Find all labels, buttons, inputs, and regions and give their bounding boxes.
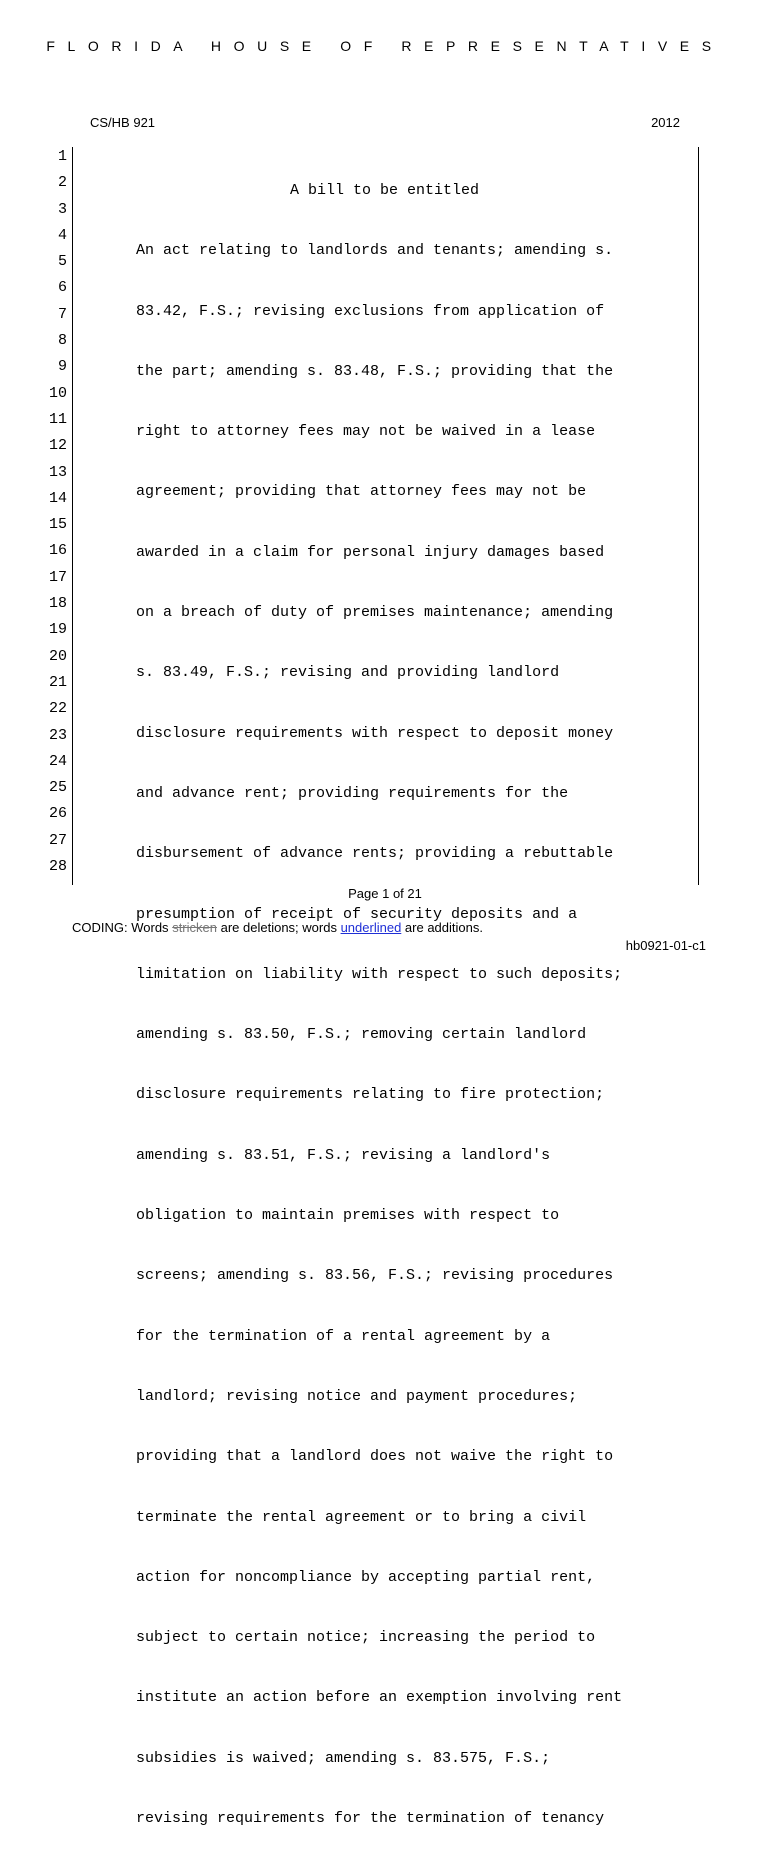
bill-line: amending s. 83.50, F.S.; removing certain landlord [136,1026,587,1044]
page-number: Page 1 of 21 [348,886,422,901]
bill-line: 83.42, F.S.; revising exclusions from application of [136,302,605,320]
line-number: 5 [57,253,67,271]
line-number: 4 [57,226,67,244]
bill-line: for the termination of a rental agreement by a [136,1327,551,1345]
line-number: 14 [48,489,67,507]
coding-prefix: CODING: Words [72,920,169,935]
line-number: 16 [48,542,67,560]
bill-line: disbursement of advance rents; providing a rebuttable [136,845,614,863]
line-number: 13 [48,463,67,481]
bill-line: disclosure requirements with respect to deposit money [136,724,614,742]
line-number: 28 [48,858,67,876]
bill-line: providing that a landlord does not waive the right to [136,1448,614,1466]
bill-line: s. 83.49, F.S.; revising and providing landlord [136,664,560,682]
line-number: 21 [48,673,67,691]
coding-stricken-example: stricken [172,920,217,935]
line-number: 3 [57,200,67,218]
bill-line: presumption of receipt of security deposits and a [136,905,578,923]
bill-line: on a breach of duty of premises maintenance; amending [136,604,614,622]
bill-line: amending s. 83.51, F.S.; revising a landlord's [136,1146,551,1164]
bill-line: right to attorney fees may not be waived in a lease [136,423,596,441]
bill-line: subsidies is waived; amending s. 83.575, F.S.; [136,1749,551,1767]
line-number: 23 [48,726,67,744]
bill-line: action for noncompliance by accepting partial rent, [136,1568,596,1586]
line-number-column [44,147,67,883]
coding-suffix: are additions. [404,920,483,935]
line-number: 17 [48,568,67,586]
bill-title: A bill to be entitled [290,182,480,199]
bill-line: landlord; revising notice and payment procedures; [136,1387,578,1405]
line-number: 12 [48,437,67,455]
line-number: 20 [48,647,67,665]
line-number: 1 [57,148,67,165]
line-number: 10 [48,384,67,402]
bill-line: limitation on liability with respect to such deposits; [136,965,623,983]
bill-line: disclosure requirements relating to fire protection; [136,1086,605,1104]
line-number: 6 [57,279,67,297]
bill-year: 2012 [651,115,680,130]
chamber-header: FLORIDA HOUSE OF REPRESENTATIVES [46,38,724,54]
document-id: hb0921-01-c1 [625,938,706,953]
line-number: 27 [48,831,67,849]
bill-line: awarded in a claim for personal injury damages based [136,543,605,561]
bill-line: the part; amending s. 83.48, F.S.; providing that the [136,362,614,380]
line-number: 7 [57,305,67,323]
bill-line: institute an action before an exemption involving rent [136,1689,623,1707]
line-number: 2 [57,174,67,192]
coding-legend [72,920,483,935]
bill-line: obligation to maintain premises with respect to [136,1207,560,1225]
bill-line: revising requirements for the termination of tenancy [136,1810,605,1828]
line-number: 19 [48,621,67,639]
line-number: 8 [57,332,67,350]
line-number: 26 [48,805,67,823]
bill-line: An act relating to landlords and tenants; amending s. [136,242,614,260]
bill-text [136,147,696,1852]
bill-line: subject to certain notice; increasing the period to [136,1629,596,1647]
bill-id: CS/HB 921 [90,115,156,130]
coding-underlined-example: underlined [340,920,402,935]
bill-line: terminate the rental agreement or to bring a civil [136,1508,587,1526]
left-margin-rule [72,147,73,885]
coding-mid: are deletions; words [220,920,337,935]
right-margin-rule [698,147,699,885]
line-number: 22 [48,700,67,718]
bill-line: screens; amending s. 83.56, F.S.; revising procedures [136,1267,614,1285]
line-number: 25 [48,779,67,797]
line-number: 18 [48,595,67,613]
bill-line: and advance rent; providing requirements for the [136,784,569,802]
line-number: 9 [57,358,67,376]
line-number: 15 [48,516,67,534]
line-number: 24 [48,752,67,770]
bill-line: agreement; providing that attorney fees may not be [136,483,587,501]
line-number: 11 [48,410,67,428]
